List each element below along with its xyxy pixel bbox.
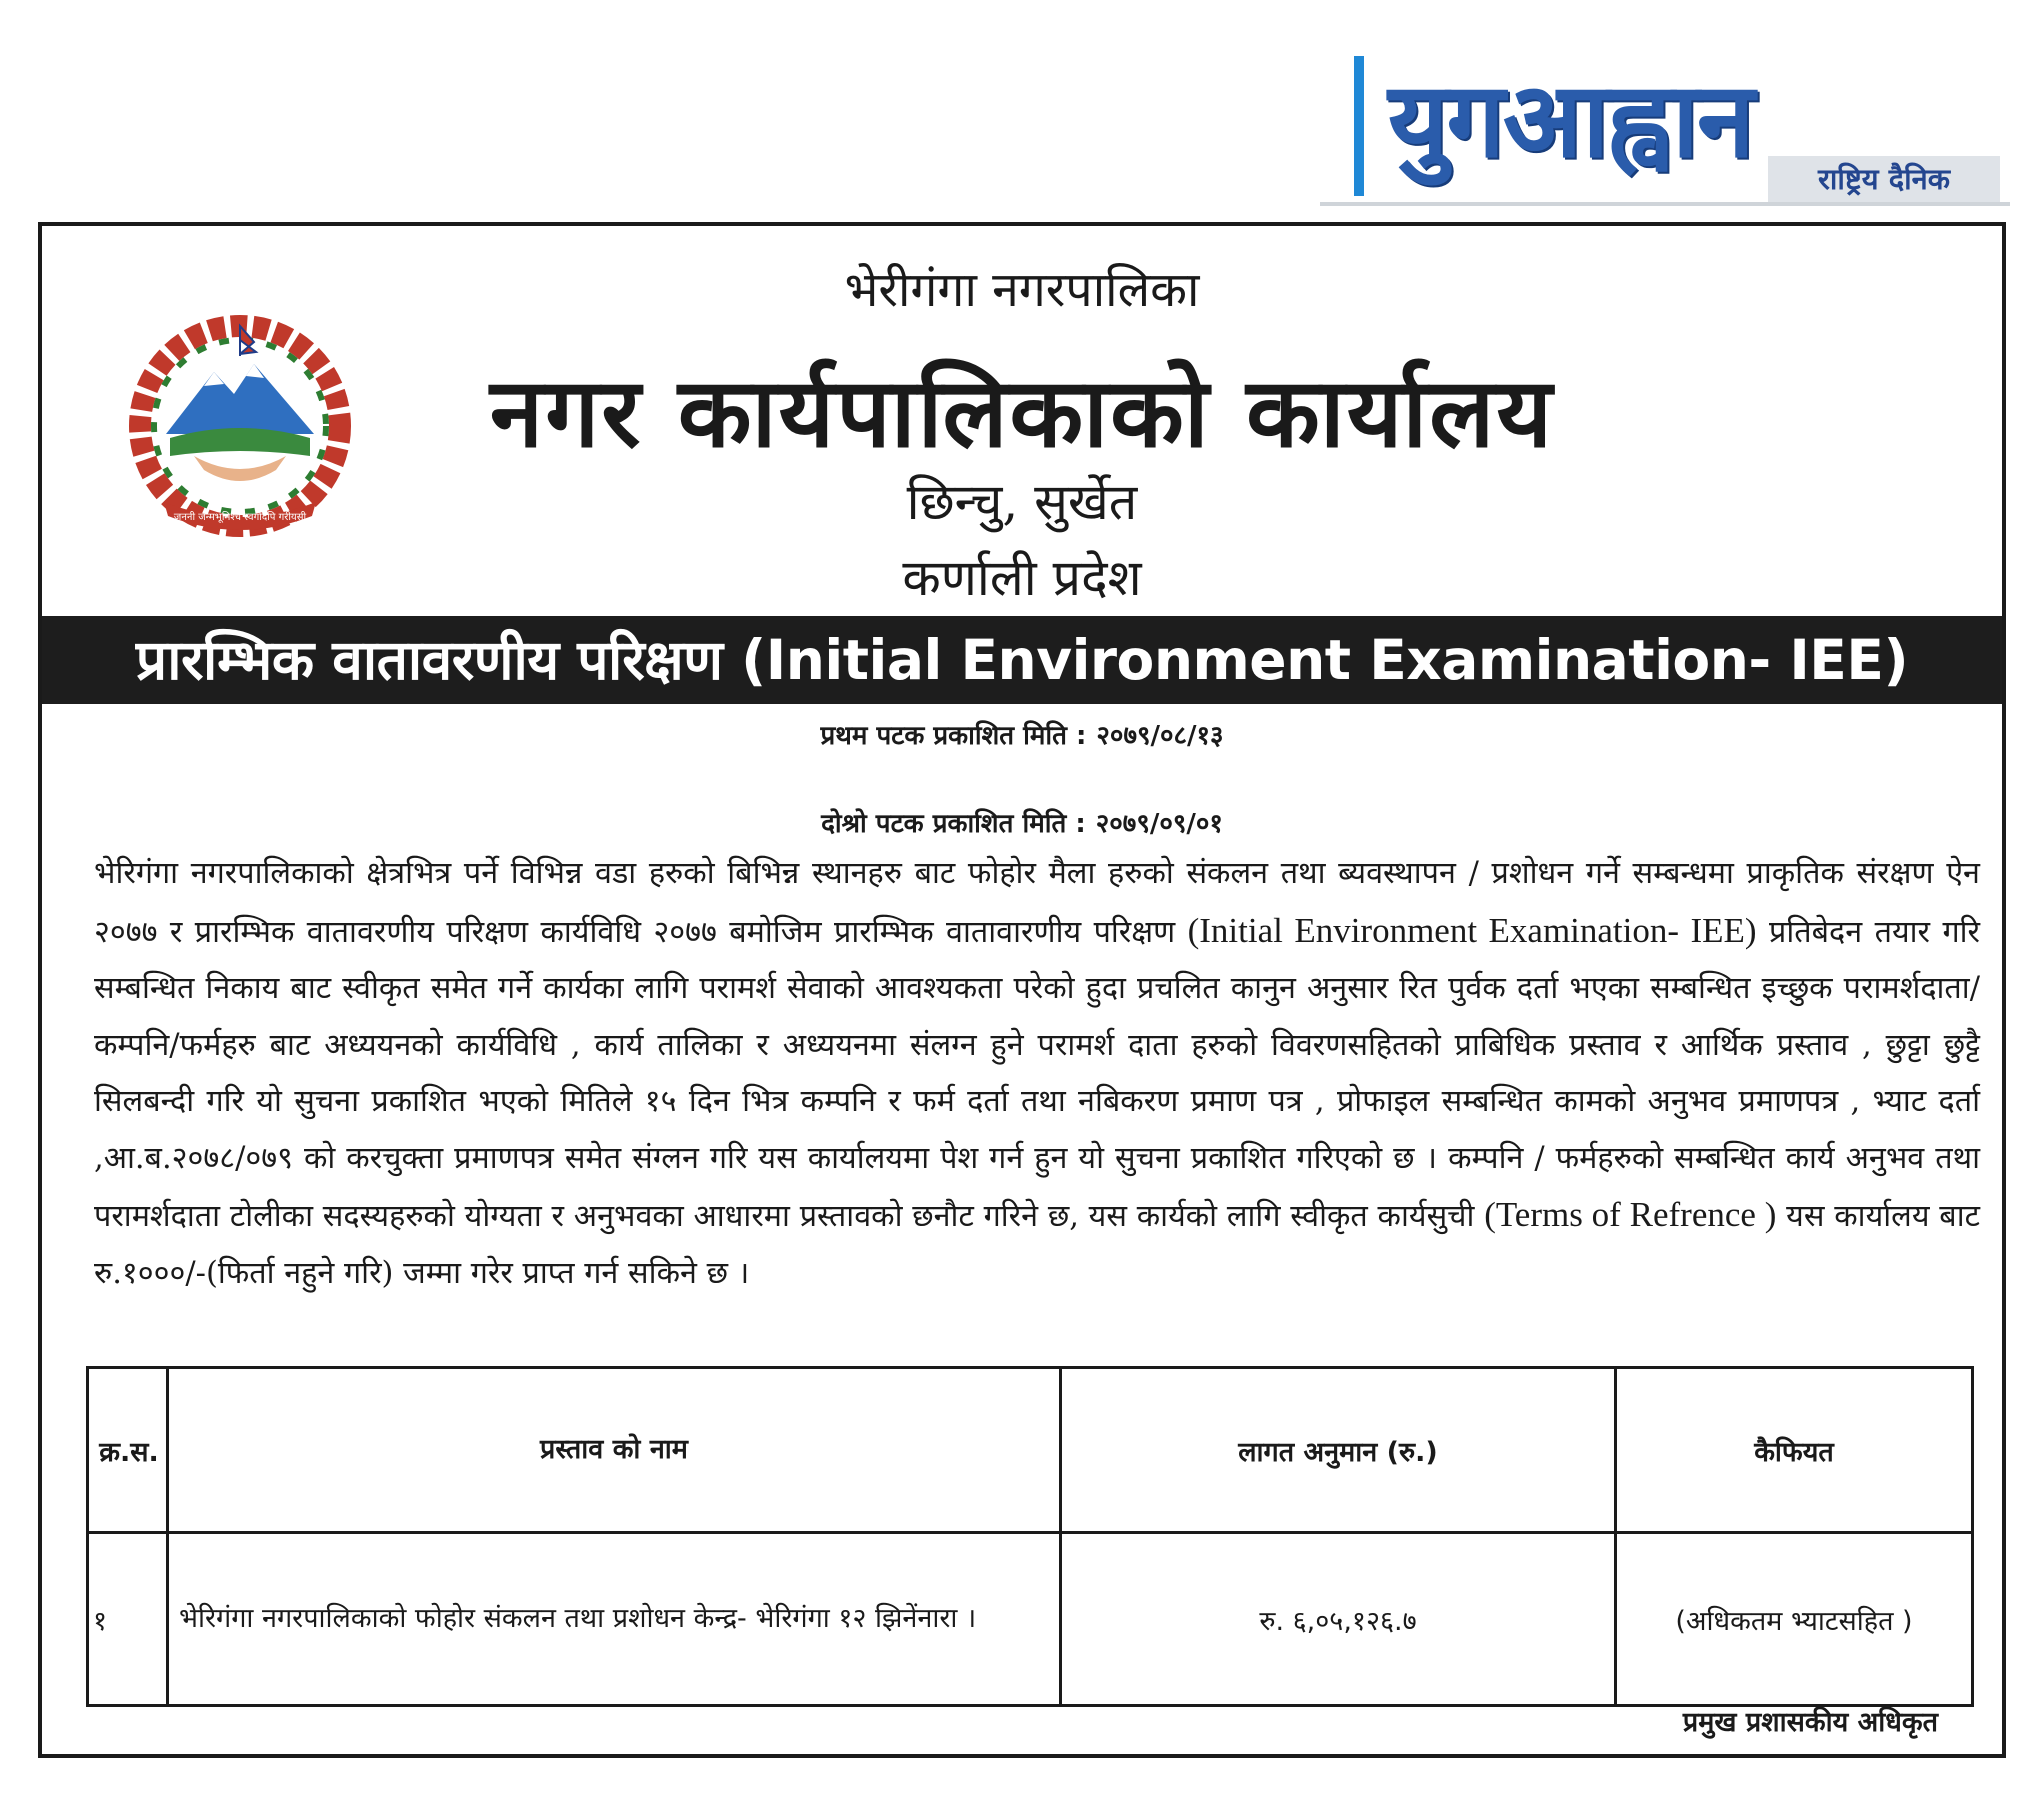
second-publication-label: दोश्रो पटक प्रकाशित मिति : (821, 809, 1086, 839)
second-publication-line (42, 804, 2002, 840)
table-row (88, 1533, 1973, 1706)
notice-body (94, 846, 1980, 1302)
signatory-title: प्रमुख प्रशासकीय अधिकृत (1682, 1707, 1938, 1738)
header-proposal-name: प्रस्ताव को नाम (168, 1368, 1061, 1533)
newspaper-tagline: राष्ट्रिय दैनिक (1768, 156, 2000, 202)
office-title: नगर कार्यपालिकाको कार्यालय (489, 357, 1555, 469)
notice-body-iee: (Initial Environment Examination- IEE) (1187, 910, 1757, 950)
masthead-divider (1320, 202, 2010, 206)
header-serial: क्र.स. (88, 1368, 168, 1533)
second-publication-date: २०७९/०९/०१ (1095, 809, 1223, 839)
newspaper-masthead (1320, 52, 2010, 208)
table-header-row (88, 1368, 1973, 1533)
notice-title-banner: प्रारम्भिक वातावरणीय परिक्षण (Initial Environment Examination- IEE) (42, 616, 2002, 704)
emblem-motto: जननी जन्मभूमिश्च स्वर्गादपि गरीयसी (173, 512, 307, 523)
row-serial: १ (88, 1533, 168, 1706)
newspaper-name: युगआह्वान (1388, 59, 1753, 181)
notice-body-part-1: भेरिगंगा नगरपालिकाको क्षेत्रभित्र पर्ने विभिन्न वडा हरुको बिभिन्न स्थानहरु बाट फोहोर मैला हरुको संकलन तथा ब्यवस्थापन / प्रशोधन गर्ने सम्बन्धमा प्राकृतिक संरक्षण ऐन २०७७ र प्रारम्भिक वातावरणीय परिक्षण कार्यविधि २०७७ बमोजिम प्रारम्भिक वातावारणीय परिक्षण (94, 856, 1980, 950)
header-remarks: कैफियत (1616, 1368, 1973, 1533)
first-publication-label: प्रथम पटक प्रकाशित मिति : (820, 721, 1087, 751)
notice-body-part-3: प्रतिबेदन तयार गरि सम्बन्धित निकाय बाट स्वीकृत समेत गर्ने कार्यका लागि परामर्श सेवाको आवश्यकता परेको हुदा प्रचलित कानुन अनुसार रित पुर्वक दर्ता भएका सम्बन्धित इच्छुक परामर्शदाता/कम्पनि/फर्महरु बाट अध्ययनको कार्यविधि , कार्य तालिका र अध्ययनमा संलग्न हुने परामर्श दाता हरुको विवरणसहितको प्राबिधिक प्रस्ताव र आर्थिक प्रस्ताव , छुट्टा छुट्टै सिलबन्दी गरि यो सुचना प्रकाशित भएको मितिले १५ दिन भित्र कम्पनि र फर्म दर्ता तथा नबिकरण प्रमाण पत्र , प्रोफाइल सम्बन्धित कामको अनुभव प्रमाणपत्र , भ्याट दर्ता ,आ.ब.२०७८/०७९ को करचुक्ता प्रमाणपत्र समेत संग्लन गरि यस कार्यालयमा पेश गर्न हुन यो सुचना प्रकाशित गरिएको छ । कम्पनि / फर्महरुको सम्बन्धित कार्य अनुभव तथा परामर्शदाता टोलीका सदस्यहरुको योग्यता र अनुभवका आधारमा प्रस्तावको छनौट गरिने छ, यस कार्यको लागि स्वीकृत कार्यसुची (94, 914, 1980, 1234)
row-cost: रु. ६,०५,१२६.७ (1061, 1533, 1616, 1706)
row-remarks: (अधिकतम भ्याटसहित ) (1616, 1533, 1973, 1706)
province-name: कर्णाली प्रदेश (902, 549, 1142, 607)
first-publication-line (42, 716, 2002, 752)
notice-body-part-5: यस कार्यालय बाट रु.१०००/-(फिर्ता नहुने गरि) जम्मा गरेर प्राप्त गर्न सकिने छ । (94, 1199, 1980, 1291)
masthead-accent-bar (1354, 56, 1364, 196)
header-cost-estimate: लागत अनुमान (रु.) (1061, 1368, 1616, 1533)
proposal-table (86, 1366, 1974, 1707)
office-address: छिन्चु, सुर्खेत (906, 473, 1138, 531)
municipality-name: भेरीगंगा नगरपालिका (844, 262, 1200, 318)
notice-frame (38, 222, 2006, 1758)
row-proposal-name: भेरिगंगा नगरपालिकाको फोहोर संकलन तथा प्रशोधन केन्द्र- भेरिगंगा १२ झिनेंनारा । (168, 1533, 1061, 1706)
first-publication-date: २०७९/०८/१३ (1096, 721, 1224, 751)
notice-body-tor: (Terms of Refrence ) (1484, 1195, 1777, 1234)
